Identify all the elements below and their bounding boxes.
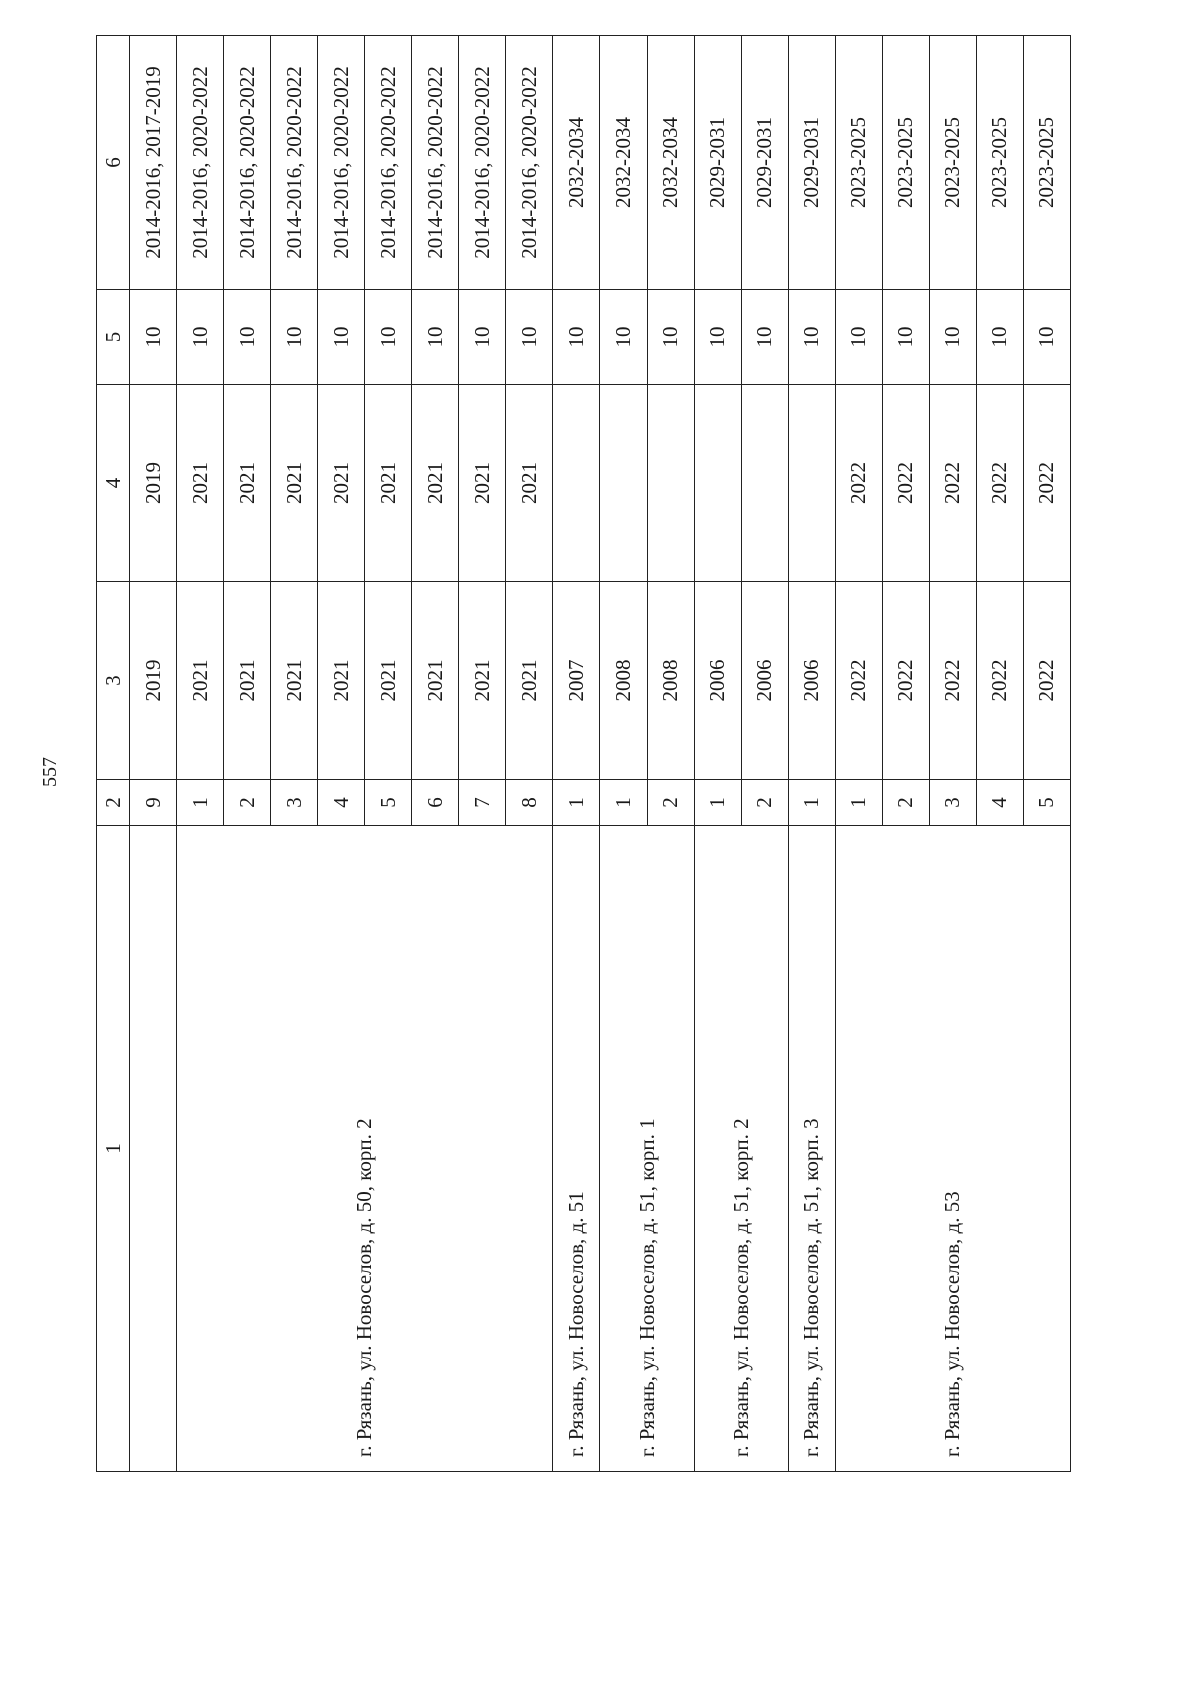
count-cell: 10 <box>130 290 177 385</box>
period-cell: 2029-2031 <box>788 36 835 290</box>
num-cell: 3 <box>271 780 318 826</box>
count-cell: 10 <box>835 290 882 385</box>
period-cell: 2023-2025 <box>835 36 882 290</box>
year-cell: 2021 <box>506 385 553 582</box>
year-cell: 2021 <box>459 582 506 780</box>
address-cell: г. Рязань, ул. Новоселов, д. 53 <box>835 826 1070 1472</box>
header-cell-3: 3 <box>97 582 130 780</box>
year-cell: 2022 <box>1023 385 1070 582</box>
year-cell: 2021 <box>412 582 459 780</box>
header-cell-1: 1 <box>97 826 130 1472</box>
schedule-table <box>96 35 1071 1472</box>
period-cell: 2014-2016, 2020-2022 <box>506 36 553 290</box>
year-cell: 2022 <box>835 385 882 582</box>
num-cell: 1 <box>788 780 835 826</box>
period-cell: 2014-2016, 2020-2022 <box>177 36 224 290</box>
year-cell: 2019 <box>130 582 177 780</box>
num-cell: 1 <box>553 780 600 826</box>
year-cell: 2021 <box>271 582 318 780</box>
address-cell: г. Рязань, ул. Новоселов, д. 51 <box>553 826 600 1472</box>
year-cell <box>600 385 647 582</box>
count-cell: 10 <box>1023 290 1070 385</box>
year-cell <box>553 385 600 582</box>
header-cell-4: 4 <box>97 385 130 582</box>
year-cell: 2006 <box>788 582 835 780</box>
year-cell: 2008 <box>647 582 694 780</box>
year-cell: 2022 <box>976 385 1023 582</box>
num-cell: 5 <box>1023 780 1070 826</box>
num-cell: 2 <box>224 780 271 826</box>
count-cell: 10 <box>600 290 647 385</box>
count-cell: 10 <box>506 290 553 385</box>
year-cell: 2021 <box>224 385 271 582</box>
period-cell: 2032-2034 <box>553 36 600 290</box>
year-cell: 2021 <box>318 582 365 780</box>
year-cell: 2006 <box>741 582 788 780</box>
year-cell: 2022 <box>882 582 929 780</box>
period-cell: 2014-2016, 2020-2022 <box>459 36 506 290</box>
address-cell: г. Рязань, ул. Новоселов, д. 50, корп. 2 <box>177 826 553 1472</box>
header-cell-5: 5 <box>97 290 130 385</box>
table-row <box>553 36 600 1472</box>
year-cell: 2022 <box>929 385 976 582</box>
count-cell: 10 <box>882 290 929 385</box>
period-cell: 2032-2034 <box>600 36 647 290</box>
table-row <box>788 36 835 1472</box>
num-cell: 3 <box>929 780 976 826</box>
year-cell: 2021 <box>365 582 412 780</box>
year-cell: 2022 <box>1023 582 1070 780</box>
period-cell: 2014-2016, 2017-2019 <box>130 36 177 290</box>
num-cell: 4 <box>318 780 365 826</box>
year-cell: 2021 <box>506 582 553 780</box>
year-cell: 2006 <box>694 582 741 780</box>
num-cell: 8 <box>506 780 553 826</box>
count-cell: 10 <box>177 290 224 385</box>
year-cell: 2022 <box>835 582 882 780</box>
address-cell <box>130 826 177 1472</box>
address-cell: г. Рязань, ул. Новоселов, д. 51, корп. 2 <box>694 826 788 1472</box>
year-cell: 2021 <box>271 385 318 582</box>
count-cell: 10 <box>553 290 600 385</box>
period-cell: 2029-2031 <box>694 36 741 290</box>
num-cell: 1 <box>694 780 741 826</box>
year-cell: 2022 <box>976 582 1023 780</box>
count-cell: 10 <box>929 290 976 385</box>
table-row <box>130 36 177 1472</box>
period-cell: 2023-2025 <box>1023 36 1070 290</box>
year-cell: 2021 <box>177 582 224 780</box>
year-cell <box>788 385 835 582</box>
year-cell: 2021 <box>224 582 271 780</box>
count-cell: 10 <box>976 290 1023 385</box>
num-cell: 5 <box>365 780 412 826</box>
num-cell: 1 <box>835 780 882 826</box>
period-cell: 2014-2016, 2020-2022 <box>224 36 271 290</box>
period-cell: 2014-2016, 2020-2022 <box>318 36 365 290</box>
year-cell: 2021 <box>318 385 365 582</box>
schedule-table-frame <box>96 36 1071 1472</box>
header-cell-6: 6 <box>97 36 130 290</box>
year-cell: 2021 <box>177 385 224 582</box>
count-cell: 10 <box>224 290 271 385</box>
num-cell: 1 <box>600 780 647 826</box>
year-cell: 2019 <box>130 385 177 582</box>
count-cell: 10 <box>365 290 412 385</box>
year-cell: 2022 <box>929 582 976 780</box>
year-cell <box>647 385 694 582</box>
table-row <box>600 36 647 1472</box>
count-cell: 10 <box>412 290 459 385</box>
period-cell: 2023-2025 <box>976 36 1023 290</box>
period-cell: 2014-2016, 2020-2022 <box>412 36 459 290</box>
count-cell: 10 <box>788 290 835 385</box>
num-cell: 7 <box>459 780 506 826</box>
count-cell: 10 <box>647 290 694 385</box>
count-cell: 10 <box>318 290 365 385</box>
num-cell: 4 <box>976 780 1023 826</box>
num-cell: 1 <box>177 780 224 826</box>
address-cell: г. Рязань, ул. Новоселов, д. 51, корп. 1 <box>600 826 694 1472</box>
year-cell: 2021 <box>365 385 412 582</box>
num-cell: 6 <box>412 780 459 826</box>
period-cell: 2023-2025 <box>929 36 976 290</box>
year-cell: 2021 <box>459 385 506 582</box>
year-cell <box>694 385 741 582</box>
count-cell: 10 <box>459 290 506 385</box>
count-cell: 10 <box>694 290 741 385</box>
num-cell: 2 <box>741 780 788 826</box>
page-number: 557 <box>39 757 61 787</box>
table-header-row <box>97 36 130 1472</box>
num-cell: 9 <box>130 780 177 826</box>
period-cell: 2029-2031 <box>741 36 788 290</box>
table-row <box>694 36 741 1472</box>
year-cell: 2007 <box>553 582 600 780</box>
year-cell <box>741 385 788 582</box>
num-cell: 2 <box>647 780 694 826</box>
num-cell: 2 <box>882 780 929 826</box>
table-row <box>835 36 882 1472</box>
address-cell: г. Рязань, ул. Новоселов, д. 51, корп. 3 <box>788 826 835 1472</box>
period-cell: 2023-2025 <box>882 36 929 290</box>
year-cell: 2008 <box>600 582 647 780</box>
period-cell: 2032-2034 <box>647 36 694 290</box>
year-cell: 2022 <box>882 385 929 582</box>
period-cell: 2014-2016, 2020-2022 <box>365 36 412 290</box>
header-cell-2: 2 <box>97 780 130 826</box>
count-cell: 10 <box>741 290 788 385</box>
count-cell: 10 <box>271 290 318 385</box>
year-cell: 2021 <box>412 385 459 582</box>
table-row <box>177 36 224 1472</box>
period-cell: 2014-2016, 2020-2022 <box>271 36 318 290</box>
